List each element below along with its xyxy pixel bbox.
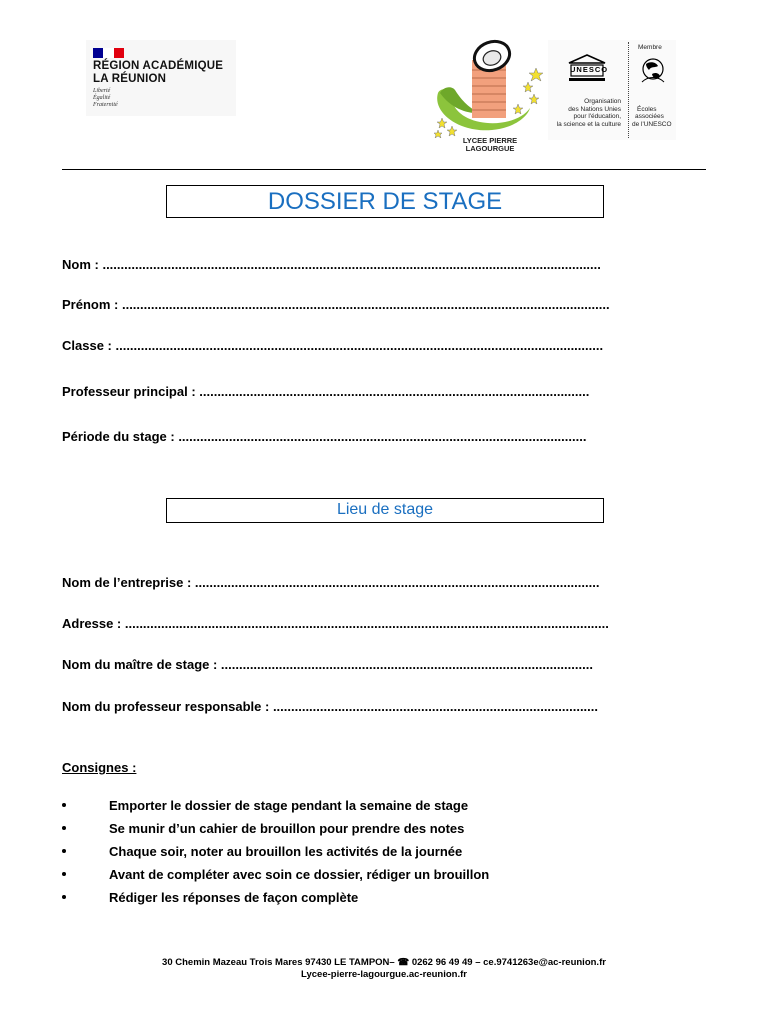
field-nom[interactable] xyxy=(62,257,648,272)
field-professeur-responsable-label: Nom du professeur responsable : xyxy=(62,699,273,714)
french-flag-icon xyxy=(93,48,124,58)
unesco-divider xyxy=(628,42,630,138)
field-prenom[interactable] xyxy=(62,297,648,312)
motto-fraternite: Fraternité xyxy=(93,102,118,108)
lieu-de-stage-heading: Lieu de stage xyxy=(166,498,604,523)
motto-liberte: Liberté xyxy=(93,88,111,94)
consigne-text: Avant de compléter avec soin ce dossier, rédiger un brouillon xyxy=(109,867,490,882)
unesco-org-line4: la science et la culture xyxy=(556,120,621,128)
field-professeur-principal[interactable] xyxy=(62,384,648,399)
unesco-logo xyxy=(548,40,676,140)
field-professeur-responsable-dots: .......................................................................................... xyxy=(272,699,599,714)
consignes-heading: Consignes : xyxy=(62,760,137,775)
bullet-icon xyxy=(62,895,66,899)
field-adresse-label: Adresse : xyxy=(62,616,125,631)
consigne-text: Emporter le dossier de stage pendant la semaine de stage xyxy=(109,798,469,813)
field-professeur-principal-label: Professeur principal : xyxy=(62,384,200,399)
field-maitre-de-stage-dots: ....................................................................................................... xyxy=(220,657,593,672)
field-classe[interactable] xyxy=(62,338,648,353)
field-professeur-principal-dots: ............................................................................................................ xyxy=(199,384,590,399)
unesco-globe-icon xyxy=(638,52,668,86)
unesco-org-line2: des Nations Unies xyxy=(568,105,621,113)
motto-egalite: Égalité xyxy=(93,95,111,101)
school-name-line1: LYCEE PIERRE xyxy=(462,136,518,145)
header-divider xyxy=(62,169,706,170)
field-professeur-responsable[interactable] xyxy=(62,699,648,714)
field-maitre-de-stage[interactable] xyxy=(62,657,648,672)
bullet-icon xyxy=(62,849,66,853)
region-logo-line1: RÉGION ACADÉMIQUE xyxy=(93,60,224,72)
lycee-pierre-lagourgue-logo xyxy=(430,38,550,158)
field-maitre-de-stage-label: Nom du maître de stage : xyxy=(62,657,221,672)
bullet-icon xyxy=(62,826,66,830)
field-nom-entreprise[interactable] xyxy=(62,575,648,590)
field-nom-entreprise-label: Nom de l’entreprise : xyxy=(62,575,195,590)
bullet-icon xyxy=(62,803,66,807)
unesco-ecoles-line2: associées xyxy=(635,113,664,120)
field-nom-label: Nom : xyxy=(62,257,103,272)
unesco-ecoles-line3: de l'UNESCO xyxy=(632,120,672,128)
field-classe-dots: ....................................................................................................................................... xyxy=(115,338,604,353)
field-prenom-dots: ....................................................................................................................................... xyxy=(121,297,610,312)
school-emblem-icon xyxy=(430,38,550,138)
field-periode-stage-label: Période du stage : xyxy=(62,429,179,444)
field-adresse[interactable] xyxy=(62,616,648,631)
footer-website: Lycee-pierre-lagourgue.ac-reunion.fr xyxy=(301,969,467,980)
field-adresse-dots: ...................................................................................................................................... xyxy=(124,616,609,631)
region-academique-logo xyxy=(86,40,236,116)
unesco-org-line1: Organisation xyxy=(584,98,621,105)
unesco-org-line3: pour l'éducation, xyxy=(573,113,621,120)
field-nom-entreprise-dots: ................................................................................................................ xyxy=(194,575,600,590)
field-prenom-label: Prénom : xyxy=(62,297,122,312)
document-title: DOSSIER DE STAGE xyxy=(166,185,604,218)
region-logo-line2: LA RÉUNION xyxy=(93,73,167,85)
field-periode-stage-dots: ................................................................................................................. xyxy=(178,429,587,444)
unesco-wordmark: UNESCO xyxy=(570,65,609,74)
footer-address: 30 Chemin Mazeau Trois Mares 97430 LE TAMPON– ☎ 0262 96 49 49 – ce.9741263e@ac-reunion.fr xyxy=(162,957,606,968)
consigne-text: Se munir d’un cahier de brouillon pour prendre des notes xyxy=(109,821,465,836)
consigne-text: Rédiger les réponses de façon complète xyxy=(109,890,359,905)
field-nom-dots: .......................................................................................................................................... xyxy=(102,257,601,272)
consigne-text: Chaque soir, noter au brouillon les activités de la journée xyxy=(109,844,463,859)
bullet-icon xyxy=(62,872,66,876)
unesco-ecoles-line1: Écoles xyxy=(637,105,657,113)
field-classe-label: Classe : xyxy=(62,338,116,353)
school-name-line2: LAGOURGUE xyxy=(465,144,515,153)
field-periode-stage[interactable] xyxy=(62,429,648,444)
unesco-membre-label: Membre xyxy=(638,44,662,51)
